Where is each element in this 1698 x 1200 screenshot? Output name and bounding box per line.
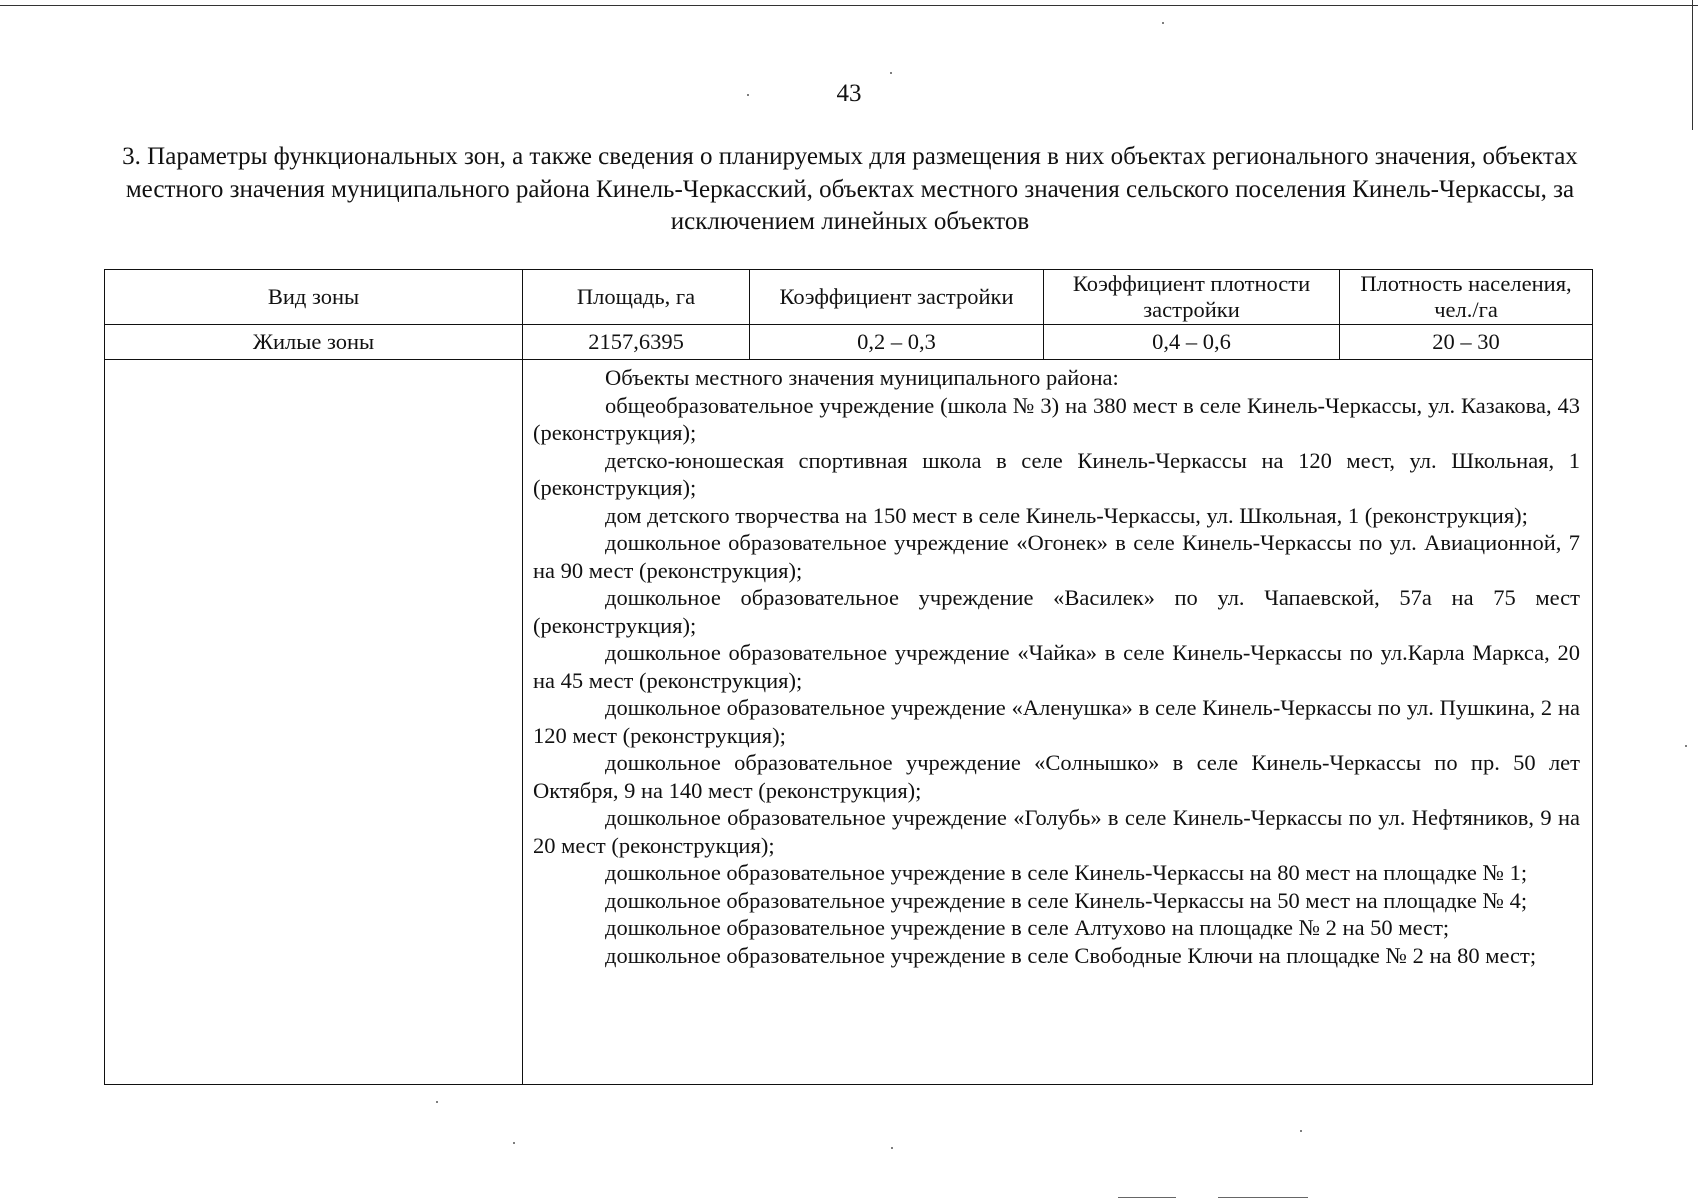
table-header-row (105, 270, 1593, 325)
scan-speck (747, 94, 749, 96)
list-item: дошкольное образовательное учреждение «Огонек» в селе Кинель-Черкассы по ул. Авиационной, 7 на 90 мест (реконструкция); (533, 530, 1580, 583)
list-item: дошкольное образовательное учреждение в селе Кинель-Черкассы на 50 мест на площадке № 4; (605, 887, 1528, 913)
list-item: дошкольное образовательное учреждение «Аленушка» в селе Кинель-Черкассы по ул. Пушкина, 2 на 120 мест (реконструкция); (533, 695, 1580, 748)
right-border-line (1692, 0, 1693, 130)
scan-speck (1162, 22, 1164, 24)
table-row (105, 325, 1593, 360)
header-population-density: Плотность населения, чел./га (1340, 270, 1593, 325)
scan-speck (436, 1101, 438, 1103)
cell-building-coefficient: 0,2 – 0,3 (750, 325, 1044, 360)
header-density-coefficient: Коэффициент плотности застройки (1044, 270, 1340, 325)
header-zone-type: Вид зоны (105, 270, 523, 325)
list-item: дошкольное образовательное учреждение «Василек» по ул. Чапаевской, 57а на 75 мест (реконструкция); (533, 585, 1580, 638)
list-item: дошкольное образовательное учреждение в селе Свободные Ключи на площадке № 2 на 80 мест; (605, 942, 1537, 968)
scan-speck (1685, 745, 1687, 747)
objects-empty-cell (105, 360, 523, 1085)
object-list (533, 392, 1580, 970)
list-item: дошкольное образовательное учреждение «Голубь» в селе Кинель-Черкассы по ул. Нефтяников, 9 на 20 мест (реконструкция); (533, 805, 1580, 858)
header-building-coefficient: Коэффициент застройки (750, 270, 1044, 325)
functional-zones-table (104, 269, 1593, 1085)
scan-speck (513, 1142, 515, 1144)
cell-density-coefficient: 0,4 – 0,6 (1044, 325, 1340, 360)
objects-cell (523, 360, 1593, 1085)
cell-area: 2157,6395 (523, 325, 750, 360)
objects-heading: Объекты местного значения муниципального района: (605, 365, 1119, 390)
page-number: 43 (836, 80, 862, 107)
scan-line-artifact (1218, 1197, 1308, 1198)
top-border-line (0, 5, 1698, 6)
scan-speck (890, 72, 892, 74)
list-item: общеобразовательное учреждение (школа № 3) на 380 мест в селе Кинель-Черкассы, ул. Казакова, 43 (реконструкция); (533, 392, 1580, 445)
cell-zone-type: Жилые зоны (105, 325, 523, 360)
objects-row (105, 360, 1593, 1085)
list-item: детско-юношеская спортивная школа в селе Кинель-Черкассы на 120 мест, ул. Школьная, 1 (реконструкция); (533, 447, 1580, 500)
list-item: дошкольное образовательное учреждение в селе Алтухово на площадке № 2 на 50 мест; (605, 915, 1450, 940)
list-item: дом детского творчества на 150 мест в селе Кинель-Черкассы, ул. Школьная, 1 (реконструкция); (605, 502, 1528, 528)
scan-speck (1300, 1130, 1302, 1132)
list-item: дошкольное образовательное учреждение в селе Кинель-Черкассы на 80 мест на площадке № 1; (605, 860, 1528, 885)
list-item: дошкольное образовательное учреждение «Чайка» в селе Кинель-Черкассы по ул.Карла Маркса, 20 на 45 мест (реконструкция); (533, 640, 1580, 693)
scan-speck (891, 1147, 893, 1149)
cell-population-density: 20 – 30 (1340, 325, 1593, 360)
list-item: дошкольное образовательное учреждение «Солнышко» в селе Кинель-Черкассы по пр. 50 лет Октября, 9 на 140 мест (реконструкция); (533, 750, 1580, 803)
section-title: 3. Параметры функциональных зон, а также сведения о планируемых для размещения в них объектах регионального значения, объектах местного значения муниципального района Кинель-Черкасский, объектах местного значения сельского поселения Кинель-Черкассы, за исключением линейных объектов (122, 143, 1578, 235)
scan-line-artifact (1118, 1197, 1176, 1198)
header-area: Площадь, га (523, 270, 750, 325)
